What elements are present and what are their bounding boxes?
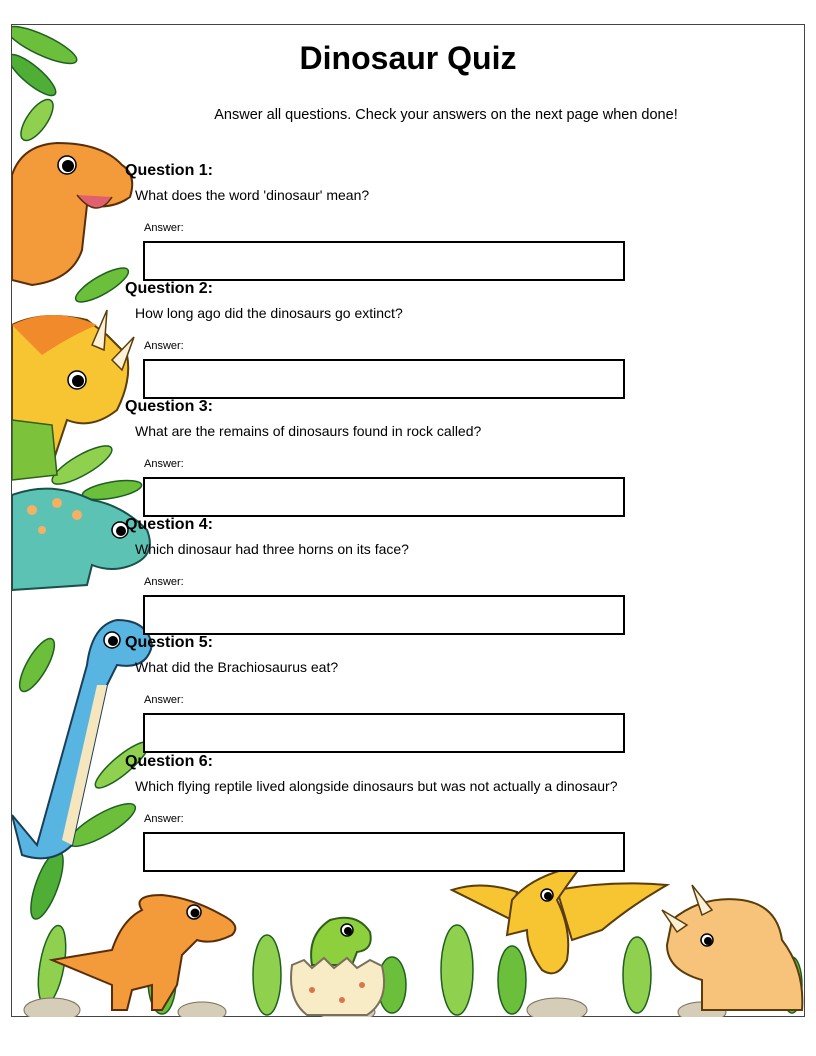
triceratops-icon <box>12 310 134 480</box>
triceratops-icon <box>662 885 802 1010</box>
answer-label: Answer: <box>144 813 184 825</box>
question-label: Question 1: <box>125 162 214 179</box>
t-rex-icon <box>52 895 235 1010</box>
answer-field[interactable] <box>143 241 625 281</box>
page-title: Dinosaur Quiz <box>299 40 517 76</box>
hatchling-in-egg-icon <box>291 918 384 1015</box>
question-text: Which flying reptile lived alongside dinosaurs but was not actually a dinosaur? <box>135 778 618 794</box>
question-label: Question 3: <box>125 398 214 415</box>
answer-label: Answer: <box>144 222 184 234</box>
answer-field[interactable] <box>143 359 625 399</box>
question-text: What did the Brachiosaurus eat? <box>135 659 339 675</box>
answer-field[interactable] <box>143 832 625 872</box>
answer-label: Answer: <box>144 458 184 470</box>
t-rex-icon <box>12 143 132 285</box>
question-text: What does the word 'dinosaur' mean? <box>135 187 370 203</box>
question-text: What are the remains of dinosaurs found in rock called? <box>135 423 482 439</box>
answer-label: Answer: <box>144 694 184 706</box>
instructions-text: Answer all questions. Check your answers on the next page when done! <box>214 107 678 123</box>
question-label: Question 4: <box>125 516 214 533</box>
bottom-border-illustration <box>12 860 805 1017</box>
answer-field[interactable] <box>143 477 625 517</box>
question-label: Question 5: <box>125 634 214 651</box>
answer-label: Answer: <box>144 340 184 352</box>
answer-field[interactable] <box>143 595 625 635</box>
ankylosaurus-icon <box>12 489 150 590</box>
question-text: Which dinosaur had three horns on its face? <box>135 541 409 557</box>
answer-field[interactable] <box>143 713 625 753</box>
question-label: Question 2: <box>125 280 214 297</box>
answer-label: Answer: <box>144 576 184 588</box>
question-text: How long ago did the dinosaurs go extinct? <box>135 305 403 321</box>
question-label: Question 6: <box>125 753 214 770</box>
